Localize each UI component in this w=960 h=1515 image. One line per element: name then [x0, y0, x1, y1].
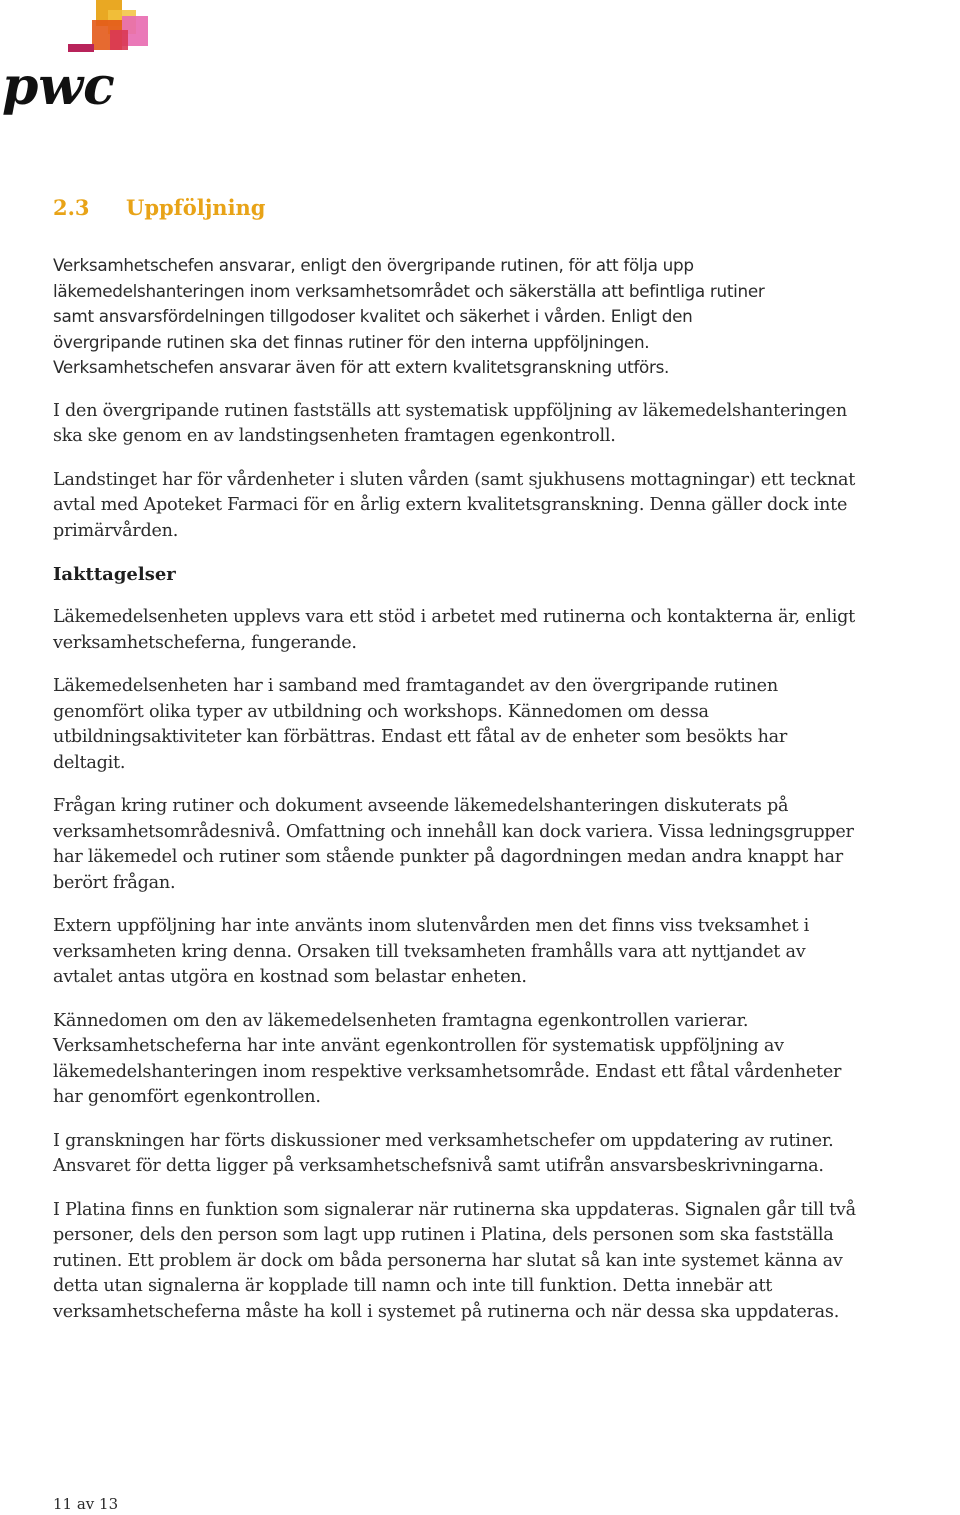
section-number: 2.3	[53, 195, 90, 220]
paragraph	[53, 399, 953, 450]
paragraph-line: läkemedelshanteringen inom respektive verksamhetsområde. Endast ett fåtal vårdenheter	[53, 1061, 842, 1082]
paragraph-line: deltagit.	[53, 752, 126, 773]
paragraph-line: I den övergripande rutinen fastställs att systematisk uppföljning av läkemedelshanteringen	[53, 400, 847, 421]
paragraph-line: I granskningen har förts diskussioner med verksamhetschefer om uppdatering av rutiner.	[53, 1130, 834, 1151]
pwc-logo	[0, 0, 160, 120]
paragraph-line: verksamheten kring denna. Orsaken till tveksamheten framhålls vara att nyttjandet av	[53, 941, 806, 962]
paragraph-line: Kännedomen om den av läkemedelsenheten framtagna egenkontrollen varierar.	[53, 1010, 749, 1031]
paragraph	[53, 1129, 953, 1180]
paragraph-line: Frågan kring rutiner och dokument avseende läkemedelshanteringen diskuterats på	[53, 796, 789, 816]
observation-paragraphs	[53, 605, 953, 1325]
paragraph-line: primärvården.	[53, 520, 179, 541]
paragraph-line: avtalet antas utgöra en kostnad som belastar enheten.	[53, 967, 527, 987]
paragraph-line: har genomfört egenkontrollen.	[53, 1087, 321, 1107]
paragraph-line: utbildningsaktiviteter kan förbättras. Endast ett fåtal av de enheter som besökts har	[53, 727, 788, 747]
paragraph-line: personer, dels den person som lagt upp rutinen i Platina, dels personen som ska fastställa	[53, 1225, 834, 1245]
paragraph-line: Läkemedelsenheten har i samband med framtagandet av den övergripande rutinen	[53, 676, 778, 696]
page-content	[53, 193, 953, 1343]
paragraph-line: detta utan signalerna är kopplade till namn och inte till funktion. Detta innebär att	[53, 1276, 773, 1296]
paragraph-line: Läkemedelsenheten upplevs vara ett stöd i arbetet med rutinerna och kontakterna är, enligt	[53, 607, 855, 627]
paragraph	[53, 1009, 953, 1111]
paragraph	[53, 914, 953, 991]
paragraph-line: ska ske genom en av landstingsenheten framtagen egenkontroll.	[53, 426, 616, 446]
paragraph-line: Verksamhetschefen ansvarar, enligt den övergripande rutinen, för att följa upp	[53, 255, 694, 275]
paragraph-line: Ansvaret för detta ligger på verksamhetschefsnivå samt utifrån ansvarsbeskrivningarna.	[53, 1156, 824, 1176]
paragraph-line: berört frågan.	[53, 872, 176, 893]
page-number: 11 av 13	[53, 1495, 119, 1513]
paragraph	[53, 468, 953, 545]
subheading-iakttagelser: Iakttagelser	[53, 564, 176, 585]
paragraph-line: övergripande rutinen ska det finnas rutiner för den interna uppföljningen.	[53, 331, 650, 352]
paragraph-line: samt ansvarsfördelningen tillgodoser kvalitet och säkerhet i vården. Enligt den	[53, 306, 693, 326]
svg-text:pwc: pwc	[2, 56, 115, 117]
paragraph	[53, 605, 953, 656]
paragraph-line: I Platina finns en funktion som signalerar när rutinerna ska uppdateras. Signalen går till två	[53, 1199, 856, 1220]
paragraph-line: läkemedelshanteringen inom verksamhetsområdet och säkerställa att befintliga rutiner	[53, 280, 765, 301]
intro-paragraphs	[53, 253, 953, 544]
section-heading	[53, 193, 953, 223]
section-title: Uppföljning	[126, 195, 266, 220]
paragraph	[53, 1198, 953, 1326]
paragraph	[53, 674, 953, 776]
paragraph-line: verksamhetsområdesnivå. Omfattning och innehåll kan dock variera. Vissa ledningsgrupper	[53, 821, 854, 842]
paragraph-line: avtal med Apoteket Farmaci för en årlig extern kvalitetsgranskning. Denna gäller dock inte	[53, 495, 848, 515]
paragraph-line: Extern uppföljning har inte använts inom slutenvården men det finns viss tveksamhet i	[53, 916, 810, 936]
paragraph-line: genomfört olika typer av utbildning och workshops. Kännedomen om dessa	[53, 701, 709, 722]
paragraph-line: verksamhetscheferna, fungerande.	[53, 632, 357, 653]
paragraph-line: Landstinget har för vårdenheter i sluten vården (samt sjukhusens mottagningar) ett tecknat	[53, 469, 856, 490]
pwc-logo-graphic	[0, 0, 160, 120]
paragraph-line: verksamhetscheferna måste ha koll i systemet på rutinerna och när dessa ska uppdateras.	[53, 1301, 840, 1322]
paragraph-line: Verksamhetscheferna har inte använt egenkontrollen för systematisk uppföljning av	[53, 1036, 784, 1056]
paragraph-line: Verksamhetschefen ansvarar även för att extern kvalitetsgranskning utförs.	[53, 357, 670, 377]
paragraph	[53, 253, 953, 381]
paragraph-line: rutinen. Ett problem är dock om båda personerna har slutat så kan inte systemet känna av	[53, 1250, 843, 1271]
paragraph	[53, 794, 953, 896]
paragraph-line: har läkemedel och rutiner som stående punkter på dagordningen medan andra knappt har	[53, 847, 843, 867]
